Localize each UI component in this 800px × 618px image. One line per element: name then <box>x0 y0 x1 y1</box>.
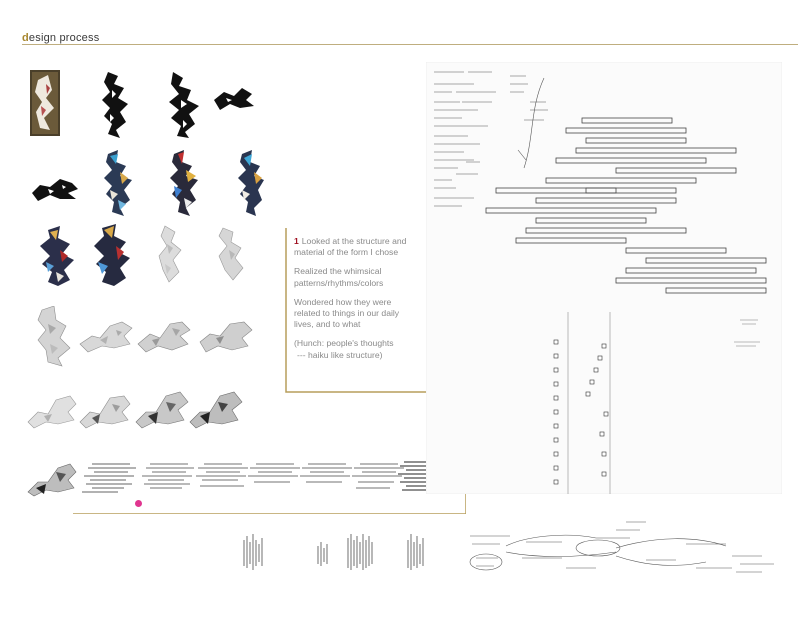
grey-form-thumbnail-6 <box>198 318 254 354</box>
grey-form-thumbnail-9 <box>134 390 190 430</box>
mind-map-sketch <box>466 518 782 582</box>
process-note <box>294 236 419 361</box>
silhouette-thumbnail-3 <box>212 84 256 112</box>
grey-form-thumbnail-7 <box>26 392 78 430</box>
note-paragraph-2: Realized the whimsical patterns/rhythms/colors <box>294 266 384 288</box>
step-number: 1 <box>294 236 299 246</box>
note-paragraph-3: Wondered how they were related to things in our daily lives, and to what <box>294 296 400 330</box>
page-title <box>22 32 99 44</box>
pink-dot-icon <box>135 500 142 507</box>
line-pattern-sequence <box>78 458 448 498</box>
sketch-sheet <box>426 62 782 494</box>
color-thumbnail-2 <box>166 150 206 218</box>
page-title-rest: esign process <box>28 32 100 44</box>
silhouette-thumbnail-1 <box>98 70 134 140</box>
grey-form-thumbnail-3 <box>36 306 72 368</box>
step-text: Looked at the structure and material of the form I chose <box>294 236 407 258</box>
hunch-line-1: (Hunch: people's thoughts <box>294 338 394 349</box>
vertical-line-patterns <box>240 532 436 572</box>
page-title-initial: d <box>22 32 29 44</box>
grey-form-thumbnail-5 <box>136 318 192 354</box>
hunch-line-2: --- haiku like structure) <box>297 349 383 360</box>
silhouette-thumbnail-4 <box>30 175 80 203</box>
photo-sculpture-thumbnail <box>30 70 60 136</box>
grey-form-thumbnail-2 <box>215 226 247 282</box>
color-thumbnail-3 <box>232 150 272 218</box>
grey-form-thumbnail-8 <box>78 392 132 430</box>
color-thumbnail-1 <box>100 150 140 218</box>
color-thumbnail-4 <box>38 226 80 288</box>
note-step-1 <box>294 236 419 258</box>
grey-form-thumbnail-11 <box>26 462 78 498</box>
grey-form-thumbnail-4 <box>78 318 134 354</box>
grey-form-thumbnail-1 <box>155 224 185 284</box>
color-thumbnail-5 <box>92 224 136 288</box>
silhouette-thumbnail-2 <box>165 70 205 140</box>
grey-form-thumbnail-10 <box>188 390 244 430</box>
header-rule <box>22 44 798 45</box>
note-hunch <box>294 338 419 360</box>
